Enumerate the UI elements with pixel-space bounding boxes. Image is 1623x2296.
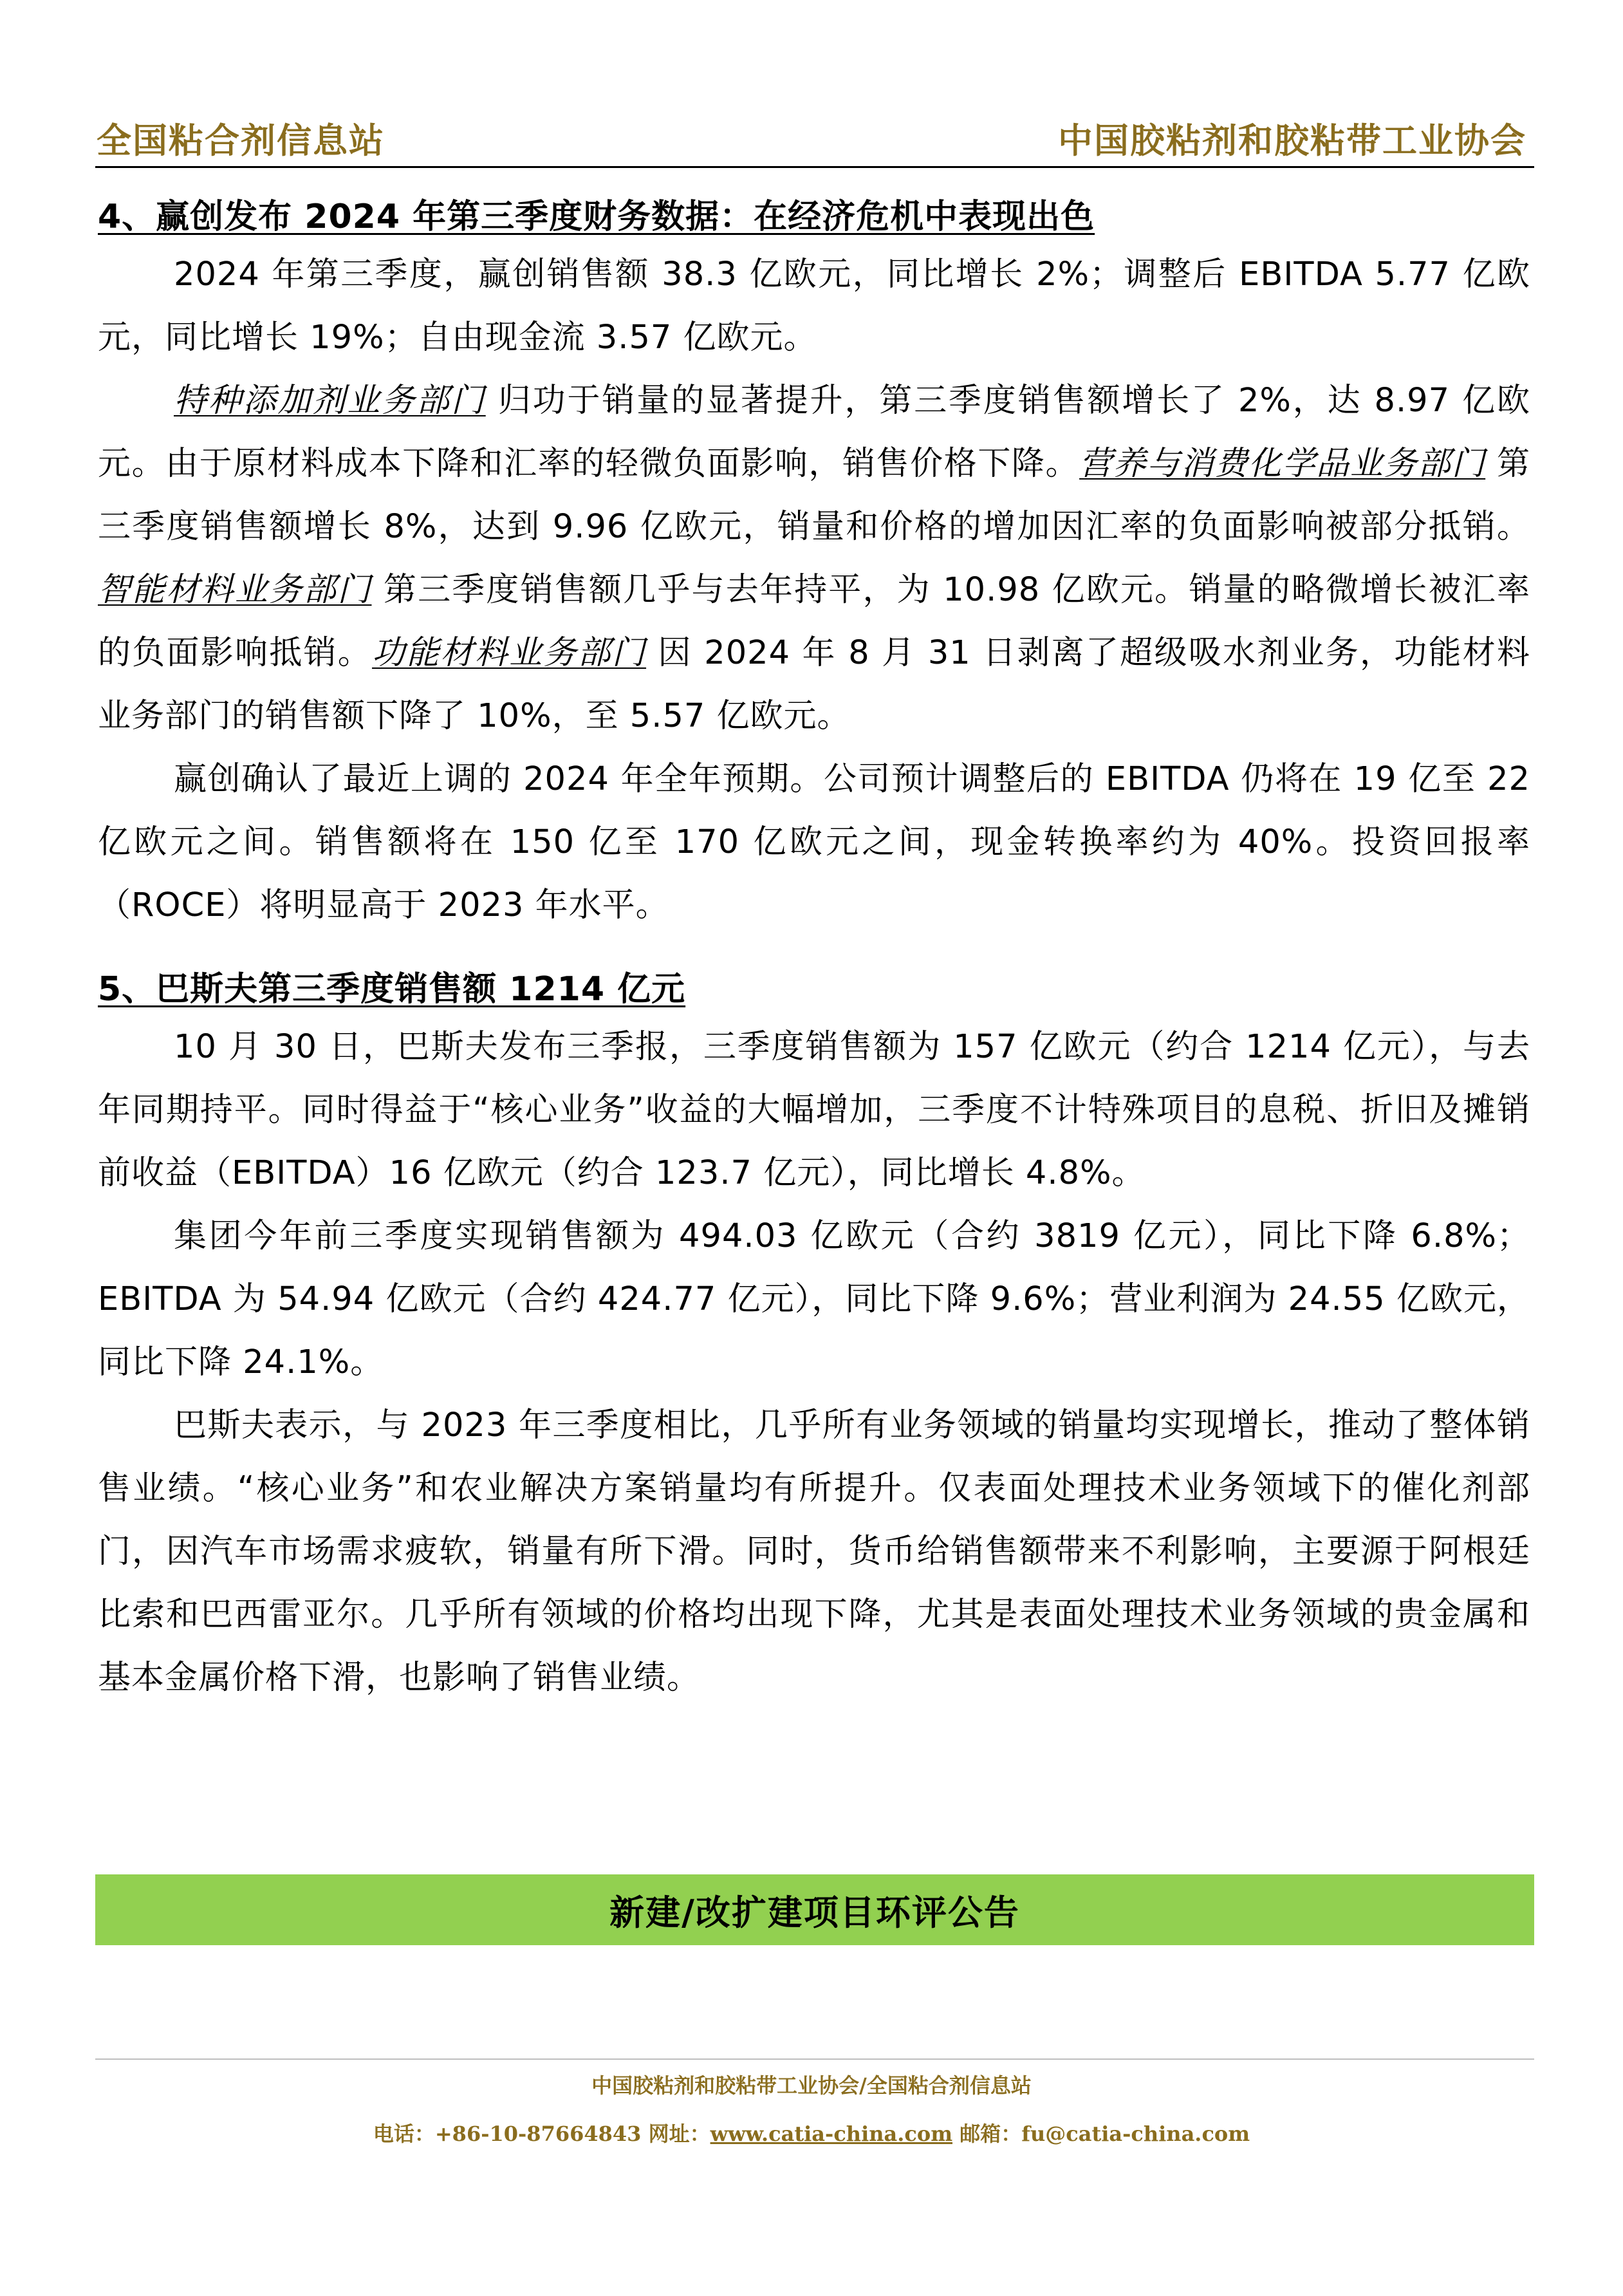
section-4-p2-text-2: 第三季度销售额增长 8%，达到 9.96 亿欧元，销量和价格的增加因汇率的负面影响被部分抵销。 (98, 445, 1530, 546)
section-4-paragraph-1: 2024 年第三季度，赢创销售额 38.3 亿欧元，同比增长 2%；调整后 EBITDA 5.77 亿欧元，同比增长 19%；自由现金流 3.57 亿欧元。 (98, 256, 1530, 357)
footer-organization: 中国胶粘剂和胶粘带工业协会/全国粘合剂信息站 (591, 2073, 1032, 2098)
header-divider (95, 166, 1534, 168)
section-4-p2-text-1: 归功于销量的显著提升，第三季度销售额增长了 2%，达 8.97 亿欧元。由于原材料成本下降和汇率的轻微负面影响，销售价格下降。 (98, 382, 1530, 483)
section-4-p2-text-4: 因 2024 年 8 月 31 日剥离了超级吸水剂业务，功能材料业务部门的销售额下降了 10%，至 5.57 亿欧元。 (98, 634, 1530, 735)
header-site-name: 全国粘合剂信息站 (97, 120, 385, 161)
footer-contact (0, 2118, 1623, 2147)
footer-divider (95, 2058, 1534, 2060)
header-association-name: 中国胶粘剂和胶粘带工业协会 (1058, 120, 1526, 161)
footer-phone: 电话：+86-10-87664843 网址： (373, 2122, 710, 2146)
dept-specialty-additives: 特种添加剂业务部门 (174, 382, 486, 420)
section-5-paragraph-1: 10 月 30 日，巴斯夫发布三季报，三季度销售额为 157 亿欧元（约合 1214 亿元），与去年同期持平。同时得益于“核心业务”收益的大幅增加，三季度不计特殊项目的息税、折旧及摊销前收益（EBITDA）16 亿欧元（约合 123.7 亿元），同比增长 4.8%。 (98, 1028, 1530, 1192)
dept-smart-materials: 智能材料业务部门 (98, 571, 372, 609)
footer-website-link[interactable]: www.catia-china.com (710, 2122, 953, 2146)
section-4-paragraph-2 (98, 369, 1530, 748)
section-4-p2-text-3: 第三季度销售额几乎与去年持平，为 10.98 亿欧元。销量的略微增长被汇率的负面影响抵销。 (98, 571, 1530, 672)
article-body (98, 191, 1530, 1710)
section-5-paragraph-3: 巴斯夫表示，与 2023 年三季度相比，几乎所有业务领域的销量均实现增长，推动了整体销售业绩。“核心业务”和农业解决方案销量均有所提升。仅表面处理技术业务领域下的催化剂部门，因汽车市场需求疲软，销量有所下滑。同时，货币给销售额带来不利影响，主要源于阿根廷比索和巴西雷亚尔。几乎所有领域的价格均出现下降，尤其是表面处理技术业务领域的贵金属和基本金属价格下滑，也影响了销售业绩。 (98, 1406, 1530, 1697)
section-banner: 新建/改扩建项目环评公告 (95, 1874, 1534, 1945)
footer-email: 邮箱：fu@catia-china.com (952, 2122, 1250, 2146)
dept-nutrition-care: 营养与消费化学品业务部门 (1079, 445, 1486, 483)
section-5-title: 5、巴斯夫第三季度销售额 1214 亿元 (98, 970, 686, 1009)
section-4-title: 4、赢创发布 2024 年第三季度财务数据：在经济危机中表现出色 (98, 198, 1095, 236)
section-5-paragraph-2: 集团今年前三季度实现销售额为 494.03 亿欧元（合约 3819 亿元），同比下降 6.8%；EBITDA 为 54.94 亿欧元（合约 424.77 亿元），同比下降 9.6%；营业利润为 24.55 亿欧元，同比下降 24.1%。 (98, 1217, 1530, 1381)
dept-performance-materials: 功能材料业务部门 (372, 634, 647, 672)
section-4-paragraph-3: 赢创确认了最近上调的 2024 年全年预期。公司预计调整后的 EBITDA 仍将在 19 亿至 22 亿欧元之间。销售额将在 150 亿至 170 亿欧元之间，现金转换率约为 40%。投资回报率（ROCE）将明显高于 2023 年水平。 (98, 760, 1530, 924)
